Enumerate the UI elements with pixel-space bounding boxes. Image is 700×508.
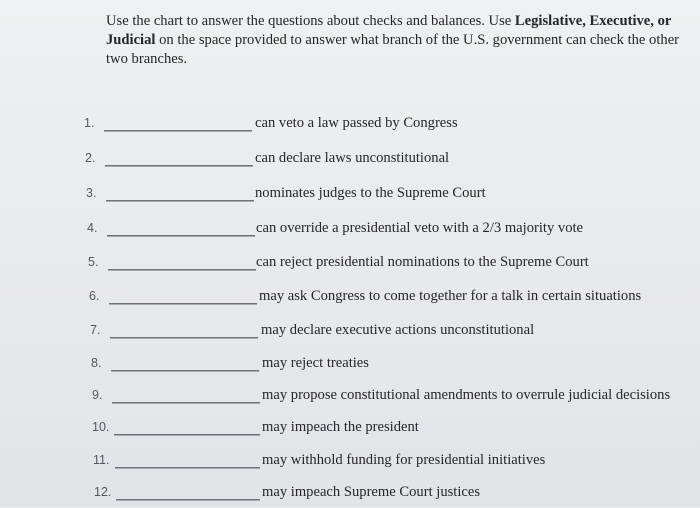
question-row [0,452,700,476]
instructions-text-end: on the space provided to answer what branch of the U.S. government can check the other two branches. [106,32,680,67]
question-statement: can declare laws unconstitutional [255,150,450,166]
answer-blank[interactable] [106,200,254,202]
question-number: 3. [86,186,97,200]
question-row [0,254,700,278]
answer-blank[interactable] [105,165,253,167]
question-statement: nominates judges to the Supreme Court [255,185,486,201]
answer-blank[interactable] [107,235,255,237]
question-statement: can override a presidential veto with a 2/3 majority vote [256,220,584,236]
question-number: 9. [92,388,103,402]
question-statement: can reject presidential nominations to the Supreme Court [256,254,589,270]
question-statement: can veto a law passed by Congress [255,115,458,131]
instructions-branch-options: Legislative, Executive, or Judicial [106,13,672,48]
question-number: 5. [88,255,99,269]
question-statement: may declare executive actions unconstitutional [261,322,535,338]
question-row [0,185,700,209]
question-number: 7. [90,323,101,337]
question-number: 12. [94,485,112,499]
answer-blank[interactable] [109,303,257,305]
question-number: 8. [91,356,102,370]
question-number: 1. [84,116,95,130]
instructions-text-start: Use the chart to answer the questions about checks and balances. Use [106,13,515,29]
instructions [106,12,692,69]
question-number: 4. [87,221,98,235]
question-row [0,150,700,174]
answer-blank[interactable] [110,337,258,339]
question-statement: may propose constitutional amendments to overrule judicial decisions [262,387,671,403]
question-statement: may reject treaties [262,355,369,371]
question-number: 10. [92,420,110,434]
question-row [0,484,700,508]
question-number: 2. [85,151,96,165]
question-statement: may withhold funding for presidential initiatives [262,452,546,468]
question-statement: may impeach Supreme Court justices [262,484,481,500]
question-number: 11. [93,453,110,467]
answer-blank[interactable] [104,130,252,132]
answer-blank[interactable] [112,402,260,404]
answer-blank[interactable] [116,499,260,501]
answer-blank[interactable] [114,434,260,436]
question-number: 6. [89,289,100,303]
question-row [0,387,700,411]
question-row [0,419,700,443]
question-row [0,322,700,346]
question-row [0,288,700,312]
answer-blank[interactable] [111,370,259,372]
question-row [0,115,700,139]
question-statement: may impeach the president [262,419,419,435]
question-statement: may ask Congress to come together for a talk in certain situations [259,288,642,304]
answer-blank[interactable] [108,269,256,271]
question-row [0,220,700,244]
answer-blank[interactable] [115,467,260,469]
question-row [0,355,700,379]
